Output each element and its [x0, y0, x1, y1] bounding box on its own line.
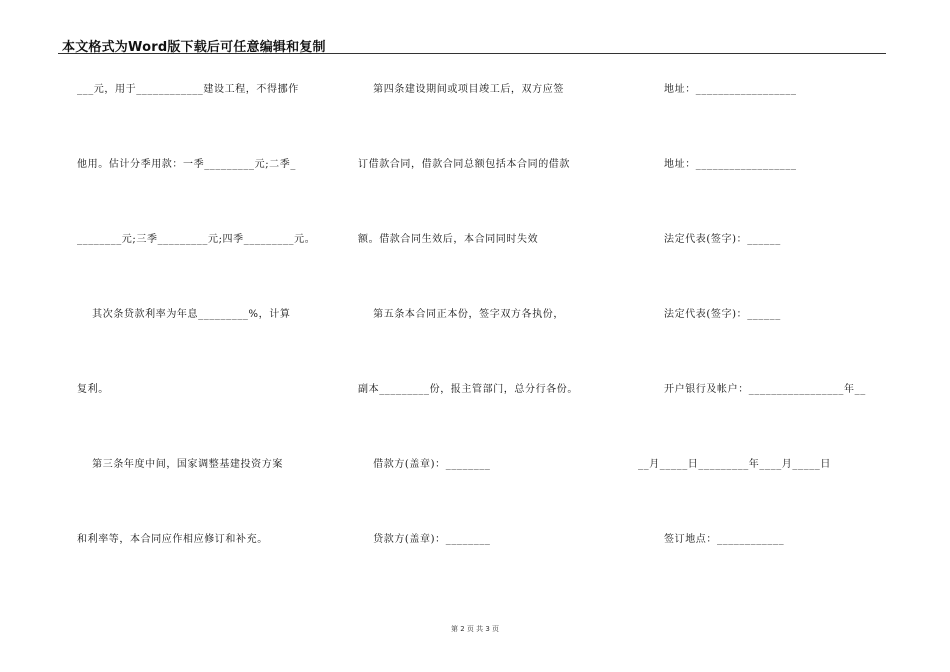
text-line: 副本_________份，报主管部门，总分行各份。 — [358, 384, 578, 395]
text-line: 开户银行及帐户：_________________年__ — [664, 384, 866, 395]
text-line: __月_____日_________年____月_____日 — [638, 459, 831, 470]
header-divider — [58, 53, 886, 54]
text-line: 地址：__________________ — [664, 159, 797, 170]
text-line: 他用。估计分季用款：一季_________元;二季_ — [77, 159, 296, 170]
text-line: 其次条贷款利率为年息_________%，计算 — [77, 309, 291, 320]
page-number: 第 2 页 共 3 页 — [450, 625, 500, 633]
text-line: ________元;三季_________元;四季_________元。 — [77, 234, 316, 245]
text-line: 订借款合同，借款合同总额包括本合同的借款 — [358, 159, 570, 170]
text-line: 法定代表(签字)：______ — [664, 309, 781, 320]
text-line: 复利。 — [77, 384, 109, 395]
text-line: 法定代表(签字)：______ — [664, 234, 781, 245]
text-line: 贷款方(盖章)：________ — [358, 534, 491, 545]
text-line: 第三条年度中间，国家调整基建投资方案 — [77, 459, 283, 470]
text-line: 签订地点：____________ — [664, 534, 785, 545]
text-line: 第五条本合同正本份，签字双方各执份， — [358, 309, 564, 320]
document-header: 本文格式为Word版下载后可任意编辑和复制 — [62, 40, 326, 55]
text-line: ___元，用于____________建设工程，不得挪作 — [77, 84, 299, 95]
text-line: 和利率等，本合同应作相应修订和补充。 — [77, 534, 268, 545]
text-line: 额。借款合同生效后，本合同同时失效 — [358, 234, 539, 245]
text-line: 第四条建设期间或项目竣工后，双方应签 — [358, 84, 564, 95]
text-line: 地址：__________________ — [664, 84, 797, 95]
text-line: 借款方(盖章)：________ — [358, 459, 491, 470]
